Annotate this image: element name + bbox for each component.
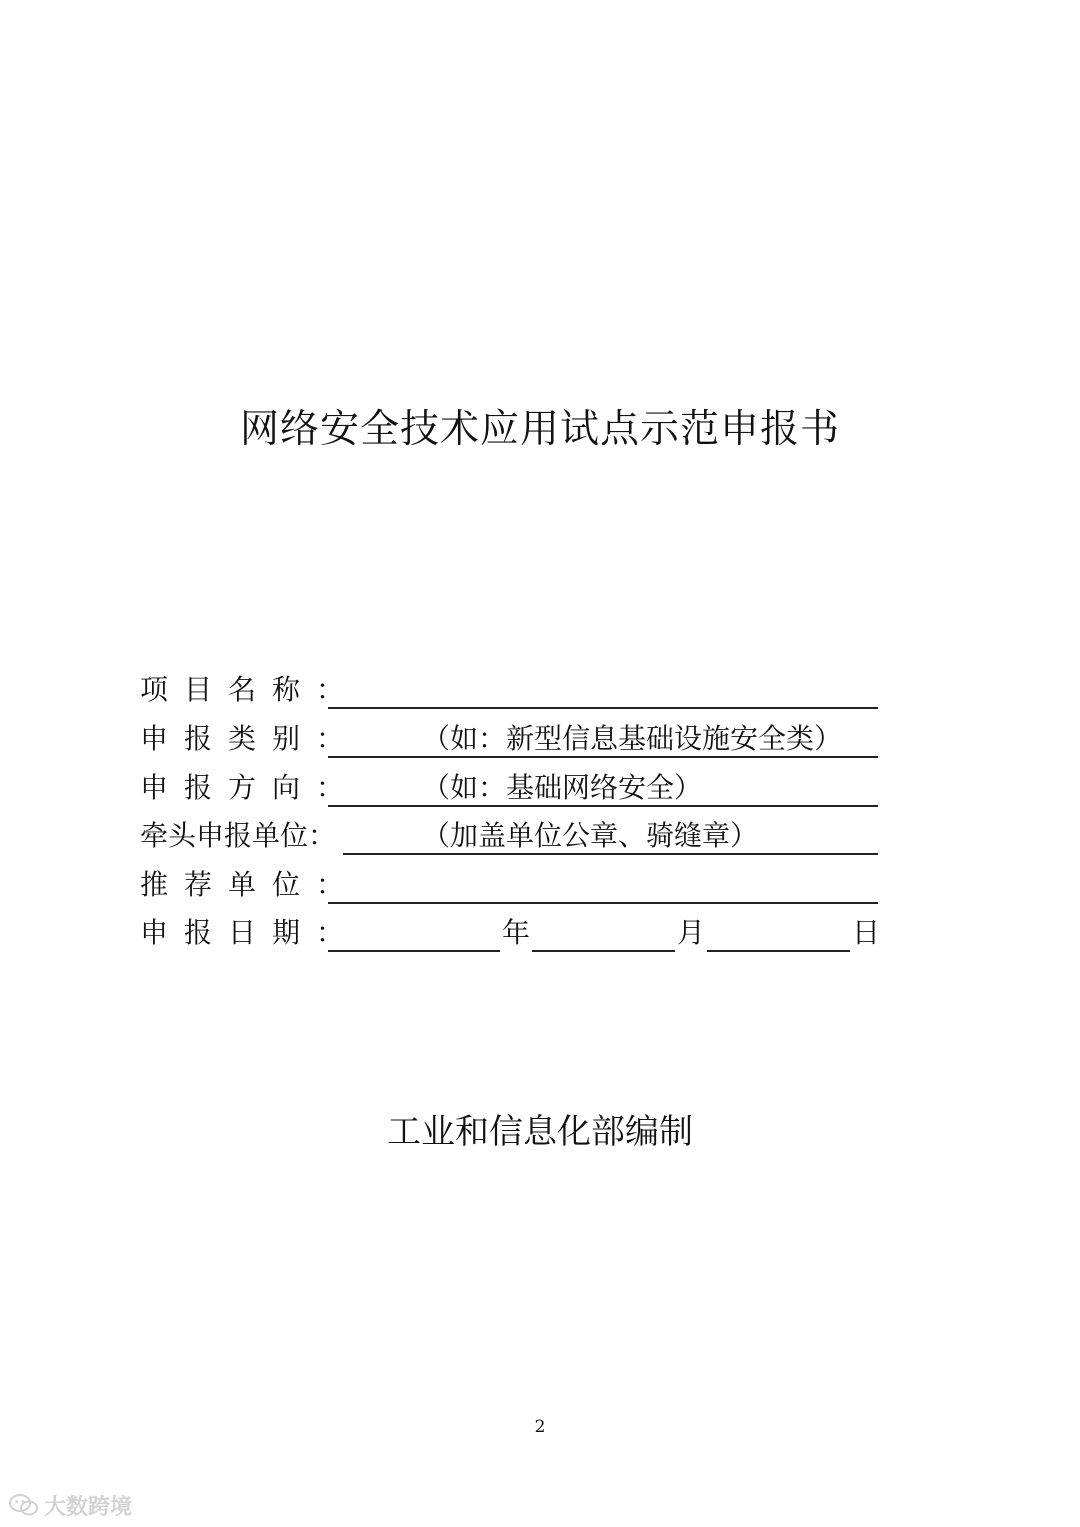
recommender-label: 推荐单位：	[140, 868, 361, 901]
lead-unit-hint: （加盖单位公章、骑缝章）	[422, 819, 759, 852]
recommender-row	[140, 865, 880, 905]
date-row	[140, 913, 880, 953]
year-unit: 年	[502, 916, 531, 949]
wechat-logo-icon	[8, 1492, 40, 1518]
day-field[interactable]	[707, 950, 850, 952]
watermark-text: 大数跨境	[44, 1494, 133, 1520]
direction-row	[140, 768, 880, 808]
recommender-field[interactable]	[328, 902, 878, 904]
project-name-field[interactable]	[328, 707, 878, 709]
day-unit: 日	[852, 916, 881, 949]
direction-label: 申报方向：	[140, 771, 361, 804]
month-unit: 月	[677, 916, 706, 949]
direction-hint: （如：基础网络安全）	[422, 771, 703, 804]
lead-unit-label: 牵头申报单位：	[140, 819, 337, 852]
project-name-row	[140, 670, 880, 710]
page-number: 2	[534, 1417, 546, 1437]
document-title: 网络安全技术应用试点示范申报书	[239, 407, 840, 452]
category-row	[140, 719, 880, 759]
category-label: 申报类别：	[140, 722, 361, 755]
month-field[interactable]	[532, 950, 675, 952]
category-hint: （如：新型信息基础设施安全类）	[422, 722, 843, 755]
year-field[interactable]	[328, 950, 500, 952]
lead-unit-row	[140, 816, 880, 856]
date-label: 申报日期：	[140, 916, 361, 949]
project-name-label: 项目名称：	[140, 673, 361, 706]
watermark	[8, 1490, 132, 1520]
issuer-text: 工业和信息化部编制	[387, 1112, 693, 1152]
